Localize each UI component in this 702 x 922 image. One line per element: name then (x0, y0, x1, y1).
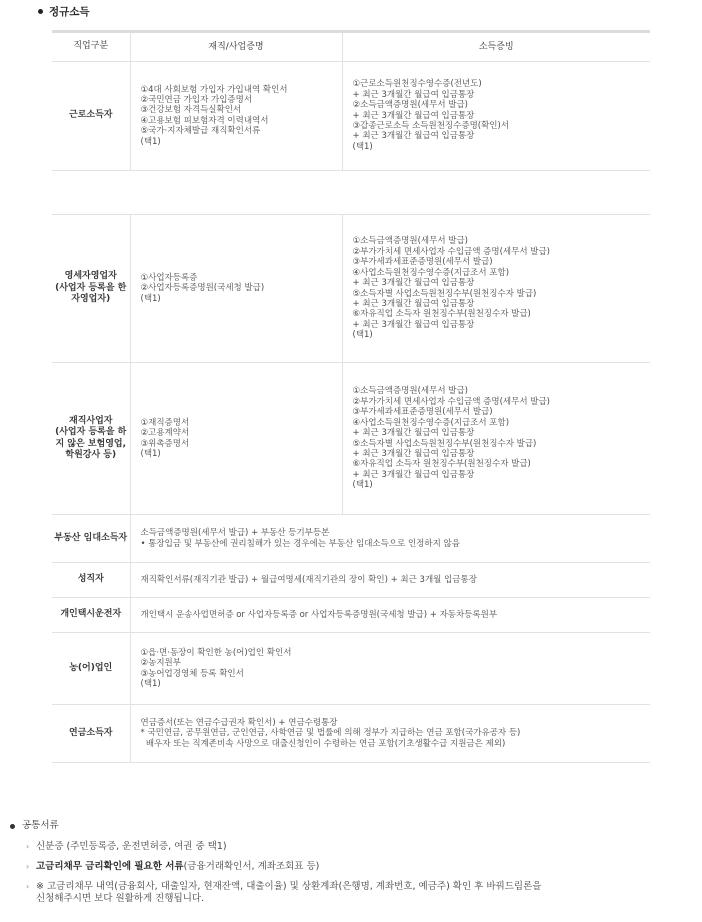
text-line: (택1) (352, 141, 373, 152)
row-label (52, 363, 130, 515)
text-line: ①사업자등록증 (140, 272, 198, 283)
text-line: ②부가가치세 면세사업자 수입금액 증명(세무서 발급) (352, 396, 550, 407)
section-title-common: 공통서류 (10, 820, 690, 832)
text-line: 연금소득자 (69, 727, 113, 738)
table-row (52, 705, 650, 763)
income-proof-cell (342, 215, 650, 363)
employment-proof-cell (130, 62, 342, 170)
table-row (52, 598, 650, 633)
text-line: ③위촉증명서 (140, 438, 190, 449)
text-line: (택1) (140, 448, 161, 459)
text-line: + 최근 3개월간 월급여 입금통장 (352, 131, 475, 142)
text-line: • 통장입금 및 부동산에 권리침해가 있는 경우에는 부동산 임대소득으로 인정하지 않음 (140, 538, 460, 549)
text-line: ②소득금액증명원(세무서 발급) (352, 100, 468, 111)
text-line: 영세자영업자 (64, 271, 117, 282)
text-line: + 최근 3개월간 월급여 입금통장 (352, 110, 475, 121)
text-line: 연금증서(또는 연금수급권자 확인서) + 연금수령통장 (140, 717, 338, 728)
text-line: (택1) (352, 330, 373, 341)
text-line: (택1) (140, 678, 161, 689)
text-line: (사업자 등록을 한 (55, 282, 127, 293)
common-documents-list (10, 841, 690, 905)
row-label (52, 598, 130, 633)
text-line: ⑤소득자별 사업소득원천징수부(원천징수자 발급) (352, 438, 537, 449)
employment-proof-cell (130, 215, 342, 363)
requirement-cell (130, 515, 650, 563)
table-header (52, 30, 650, 62)
table-row (52, 563, 650, 598)
common-documents-section (10, 820, 690, 913)
employment-proof-cell (130, 363, 342, 515)
text-line: ①읍·면·동장이 확인한 농(어)업인 확인서 (140, 647, 292, 658)
text-line: + 최근 3개월간 월급여 입금통장 (352, 89, 475, 100)
text-line: ①재직증명서 (140, 417, 190, 428)
text-line: + 최근 3개월간 월급여 입금통장 (352, 278, 475, 289)
text-line: ②사업자등록증명원(국세청 발급) (140, 283, 265, 294)
text-line: 자영업자) (71, 294, 111, 305)
text-line: (택1) (140, 293, 161, 304)
section-title-regular-income: 정규소득 (38, 4, 90, 19)
row-label (52, 705, 130, 763)
text-line: (택1) (352, 480, 373, 491)
text-line: 재직확인서류(재직기관 발급) + 월급여명세(재직기관의 장이 확인) + 최근 3개월 입금통장 (140, 574, 477, 585)
text-line: 학원강사 등) (65, 450, 117, 460)
header-job-type: 직업구분 (52, 32, 130, 62)
table-row (52, 363, 650, 515)
text-line: ③농어업경영체 등록 확인서 (140, 668, 244, 679)
bullet-dot-icon (10, 824, 15, 829)
text-line: 성직자 (77, 574, 104, 585)
text-line: + 최근 3개월간 월급여 입금통장 (352, 319, 475, 330)
income-proof-cell (342, 363, 650, 515)
text-line: ③부가세과세표준증명원(세무서 발급) (352, 257, 493, 268)
table-other-income (52, 214, 650, 763)
text-line: ②농지원부 (140, 658, 181, 669)
text-line: ③부가세과세표준증명원(세무서 발급) (352, 407, 493, 418)
text-line: 배우자 또는 직계존비속 사망으로 대출신청인이 수령하는 연금 포함(기초생활수급 지원금은 제외) (140, 738, 506, 749)
text-line: ②부가가치세 면세사업자 수입금액 증명(세무서 발급) (352, 246, 550, 257)
income-proof-cell (342, 62, 650, 170)
requirement-cell (130, 563, 650, 598)
text-line: ⑥자유직업 소득자 원천징수부(원천징수자 발급) (352, 459, 531, 470)
text-line: + 최근 3개월간 월급여 입금통장 (352, 448, 475, 459)
row-label (52, 62, 130, 170)
row-label (52, 215, 130, 363)
bullet-dot-icon (38, 9, 43, 14)
table-salaried (52, 62, 650, 171)
table-row (52, 633, 650, 705)
row-label (52, 633, 130, 705)
text-line: ⑤국가·지자체발급 재직확인서류 (140, 126, 261, 137)
text-line: ①소득금액증명원(세무서 발급) (352, 386, 468, 397)
row-label (52, 563, 130, 598)
text-line: 개인택시 운송사업면허증 or 사업자등록증 or 사업자등록증명원(국세청 발급) + 자동차등록원부 (140, 609, 498, 620)
text-line: ③갑종근로소득 소득원천징수증명(확인)서 (352, 120, 510, 131)
text-line: 농(어)업인 (69, 662, 113, 673)
text-line: 지 않은 보험영업, (55, 438, 127, 449)
text-line: ①4대 사회보험 가입자 가입내역 확인서 (140, 84, 288, 95)
requirement-cell (130, 705, 650, 763)
text-line: ⑥자유직업 소득자 원천징수부(원천징수자 발급) (352, 309, 531, 320)
header-income-proof: 소득증빙 (342, 32, 650, 62)
row-label (52, 515, 130, 563)
chevron-right-icon: › (26, 882, 30, 891)
text-line: ④사업소득원천징수영수증(지급조서 포함) (352, 267, 510, 278)
text-line: ⑤소득자별 사업소득원천징수부(원천징수자 발급) (352, 288, 537, 299)
text-line: + 최근 3개월간 월급여 입금통장 (352, 469, 475, 480)
text-line: (사업자 등록을 하 (55, 427, 127, 437)
text-line: 소득금액증명원(세무서 발급) + 부동산 등기부등본 (140, 528, 330, 539)
chevron-right-icon: › (26, 842, 30, 851)
text-line: * 국민연금, 공무원연금, 군인연금, 사학연금 및 법률에 의해 정부가 지급하는 연금 포함(국가유공자 등) (140, 728, 521, 739)
requirement-cell (130, 633, 650, 705)
text-line: ②국민연금 가입자 가입증명서 (140, 94, 253, 105)
text-line: ①소득금액증명원(세무서 발급) (352, 236, 468, 247)
text-line: ④고용보험 피보험자격 이력내역서 (140, 115, 269, 126)
text-line: ③건강보험 자격득실확인서 (140, 105, 242, 116)
table-row (52, 515, 650, 563)
text-line: 개인택시운전자 (60, 609, 122, 620)
text-line: + 최근 3개월간 월급여 입금통장 (352, 298, 475, 309)
list-item: › 고금리채무 금리확인에 필요한 서류(금융거래확인서, 계좌조회표 등) (26, 861, 320, 872)
chevron-right-icon: › (26, 862, 30, 871)
text-line: 근로소득자 (69, 110, 113, 120)
text-line: ①근로소득원천징수영수증(전년도) (352, 79, 482, 90)
text-line: 재직사업자 (69, 415, 113, 426)
text-line: ②고용계약서 (140, 428, 190, 439)
list-item: › 신분증 (주민등록증, 운전면허증, 여권 중 택1) (26, 841, 227, 852)
list-item: › ※ 고금리채무 내역(금융회사, 대출일자, 현재잔액, 대출이율) 및 상환계좌(은행명, 계좌번호, 예금주) 확인 후 바꿔드림론을 신청해주시면 보다 원활하게 진행됩니다. (26, 881, 542, 904)
table-row (52, 62, 650, 170)
text-line: 부동산 임대소득자 (54, 532, 128, 543)
header-employment-proof: 재직/사업증명 (130, 32, 342, 62)
text-line: (택1) (140, 136, 161, 147)
table-row (52, 215, 650, 363)
requirement-cell (130, 598, 650, 633)
text-line: ④사업소득원천징수영수증(지급조서 포함) (352, 417, 510, 428)
text-line: + 최근 3개월간 월급여 입금통장 (352, 428, 475, 439)
